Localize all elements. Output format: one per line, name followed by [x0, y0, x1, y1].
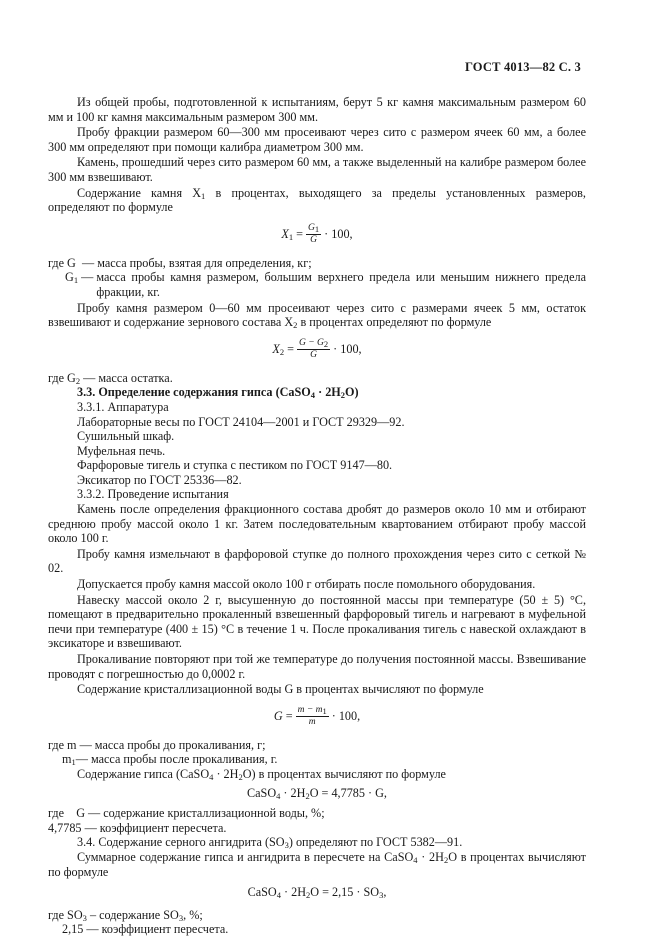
formula-water: G = $\frac{m - m_1}{m}$ · 100, [273, 704, 361, 727]
legend-coef-2-15: 2,15 — коэффициент пересчета. [62, 922, 229, 937]
paragraph-water-intro: Содержание кристаллизационной воды G в процентах вычисляют по формуле [77, 682, 484, 697]
paragraph-permitted: Допускается пробу камня массой около 100 г отбирать после помольного оборудования. [77, 577, 536, 592]
section-3-3-title: 3.3. Определение содержания гипса (CaSO$_4$ · $2H_2O$) [77, 385, 359, 401]
legend-g: где G — масса пробы, взятая для определения, кг; [48, 255, 312, 270]
equipment-crucible: Фарфоровые тигель и ступка с пестиком по ГОСТ 9147—80. [77, 458, 393, 473]
paragraph-x1-intro: Содержание камня $X_1$ в процентах, выходящего за пределы установленных размеров, определяют по формуле [48, 185, 586, 215]
legend-g1: $G_1$ — масса пробы камня размером, большим верхнего предела или меньшим нижнего предела фракции, кг. [65, 270, 586, 299]
equipment-desiccator: Эксикатор по ГОСТ 25336—82. [77, 472, 242, 487]
paragraph-crushing: Камень после определения фракционного состава дробят до размеров около 10 мм и отбирают среднюю пробу массой около 1 кг. Затем последовательным квартованием отбирают пробу массой около 100 г. [48, 502, 586, 546]
paragraph-sieving: Пробу фракции размером 60—300 мм просеивают через сито с размером ячеек 60 мм, а более 300 мм определяют при помощи калибра диаметром 300 мм. [48, 125, 586, 154]
formula-gypsum: CaSO$_4$ · $2H_2O = 4,7785 \cdot G$, [247, 785, 387, 801]
paragraph-grinding: Пробу камня измельчают в фарфоровой ступке до полного прохождения через сито с сеткой № 02. [48, 546, 586, 576]
legend-g-water: где G — содержание кристаллизационной воды, %; [48, 806, 325, 821]
legend-so3: где $SO_3$ – содержание $SO_3$, %; [48, 907, 203, 923]
legend-coef-4-7785: 4,7785 — коэффициент пересчета. [48, 820, 227, 835]
paragraph-calcination: Навеску массой около 2 г, высушенную до постоянной массы при температуре (50 ± 5) °С, помещают в предварительно прокаленный взвешенный фарфоровый тигель и нагревают в муфельной печи при температуре (400 ± 15) °С в течение 1 ч. После прокаливания тигель с навеской охлаждают в эксикаторе и взвешивают. [48, 592, 586, 651]
paragraph-total-intro: Суммарное содержание гипса и ангидрита в пересчете на CaSO$_4$ · $2H_2O$ в процентах вычисляют по формуле [48, 849, 586, 879]
formula-total: CaSO$_4$ · $2H_2O = 2,15 \cdot SO_3$, [247, 885, 387, 901]
paragraph-gypsum-intro: Содержание гипса (CaSO$_4$ · $2H_2O$) в процентах вычисляют по формуле [77, 766, 446, 782]
page-header: ГОСТ 4013—82 С. 3 [464, 60, 581, 74]
formula-x2: $X_2$ = $\frac{G - G_2}{G}$ · 100, [272, 337, 362, 360]
legend-m1: $m_1—$ масса пробы после прокаливания, г. [62, 752, 278, 768]
paragraph-x2-intro: Пробу камня размером 0—60 мм просеивают через сито с размерами ячеек 5 мм, остаток взвешивают и содержание зернового состава $X_2$ в процентах определяют по формуле [48, 300, 586, 331]
legend-g2: где $G_2$ — масса остатка. [48, 370, 173, 386]
legend-m: где m — масса пробы до прокаливания, г; [48, 737, 266, 752]
equipment-furnace: Муфельная печь. [77, 443, 166, 458]
formula-x1: $X_1$ = $\frac{G_1}{G}$ · 100, [281, 222, 353, 245]
section-3-3-2-title: 3.3.2. Проведение испытания [77, 487, 229, 502]
section-3-4-title: 3.4. Содержание серного ангидрита $(SO_3)$ определяют по ГОСТ 5382—91. [77, 835, 463, 851]
paragraph-repeat: Прокаливание повторяют при той же температуре до получения постоянной массы. Взвешивание проводят с погрешностью до 0,0002 г. [48, 652, 586, 681]
equipment-dryer: Сушильный шкаф. [77, 429, 175, 444]
equipment-scales: Лабораторные весы по ГОСТ 24104—2001 и ГОСТ 29329—92. [77, 414, 405, 429]
paragraph-weighing: Камень, прошедший через сито размером 60 мм, а также выделенный на калибре размером более 300 мм взвешивают. [48, 155, 586, 184]
document-body [48, 95, 586, 937]
paragraph-sample-selection: Из общей пробы, подготовленной к испытаниям, берут 5 кг камня максимальным размером 60 мм и 100 кг камня максимальным размером 300 мм. [48, 95, 586, 124]
section-3-3-1-title: 3.3.1. Аппаратура [77, 399, 169, 414]
